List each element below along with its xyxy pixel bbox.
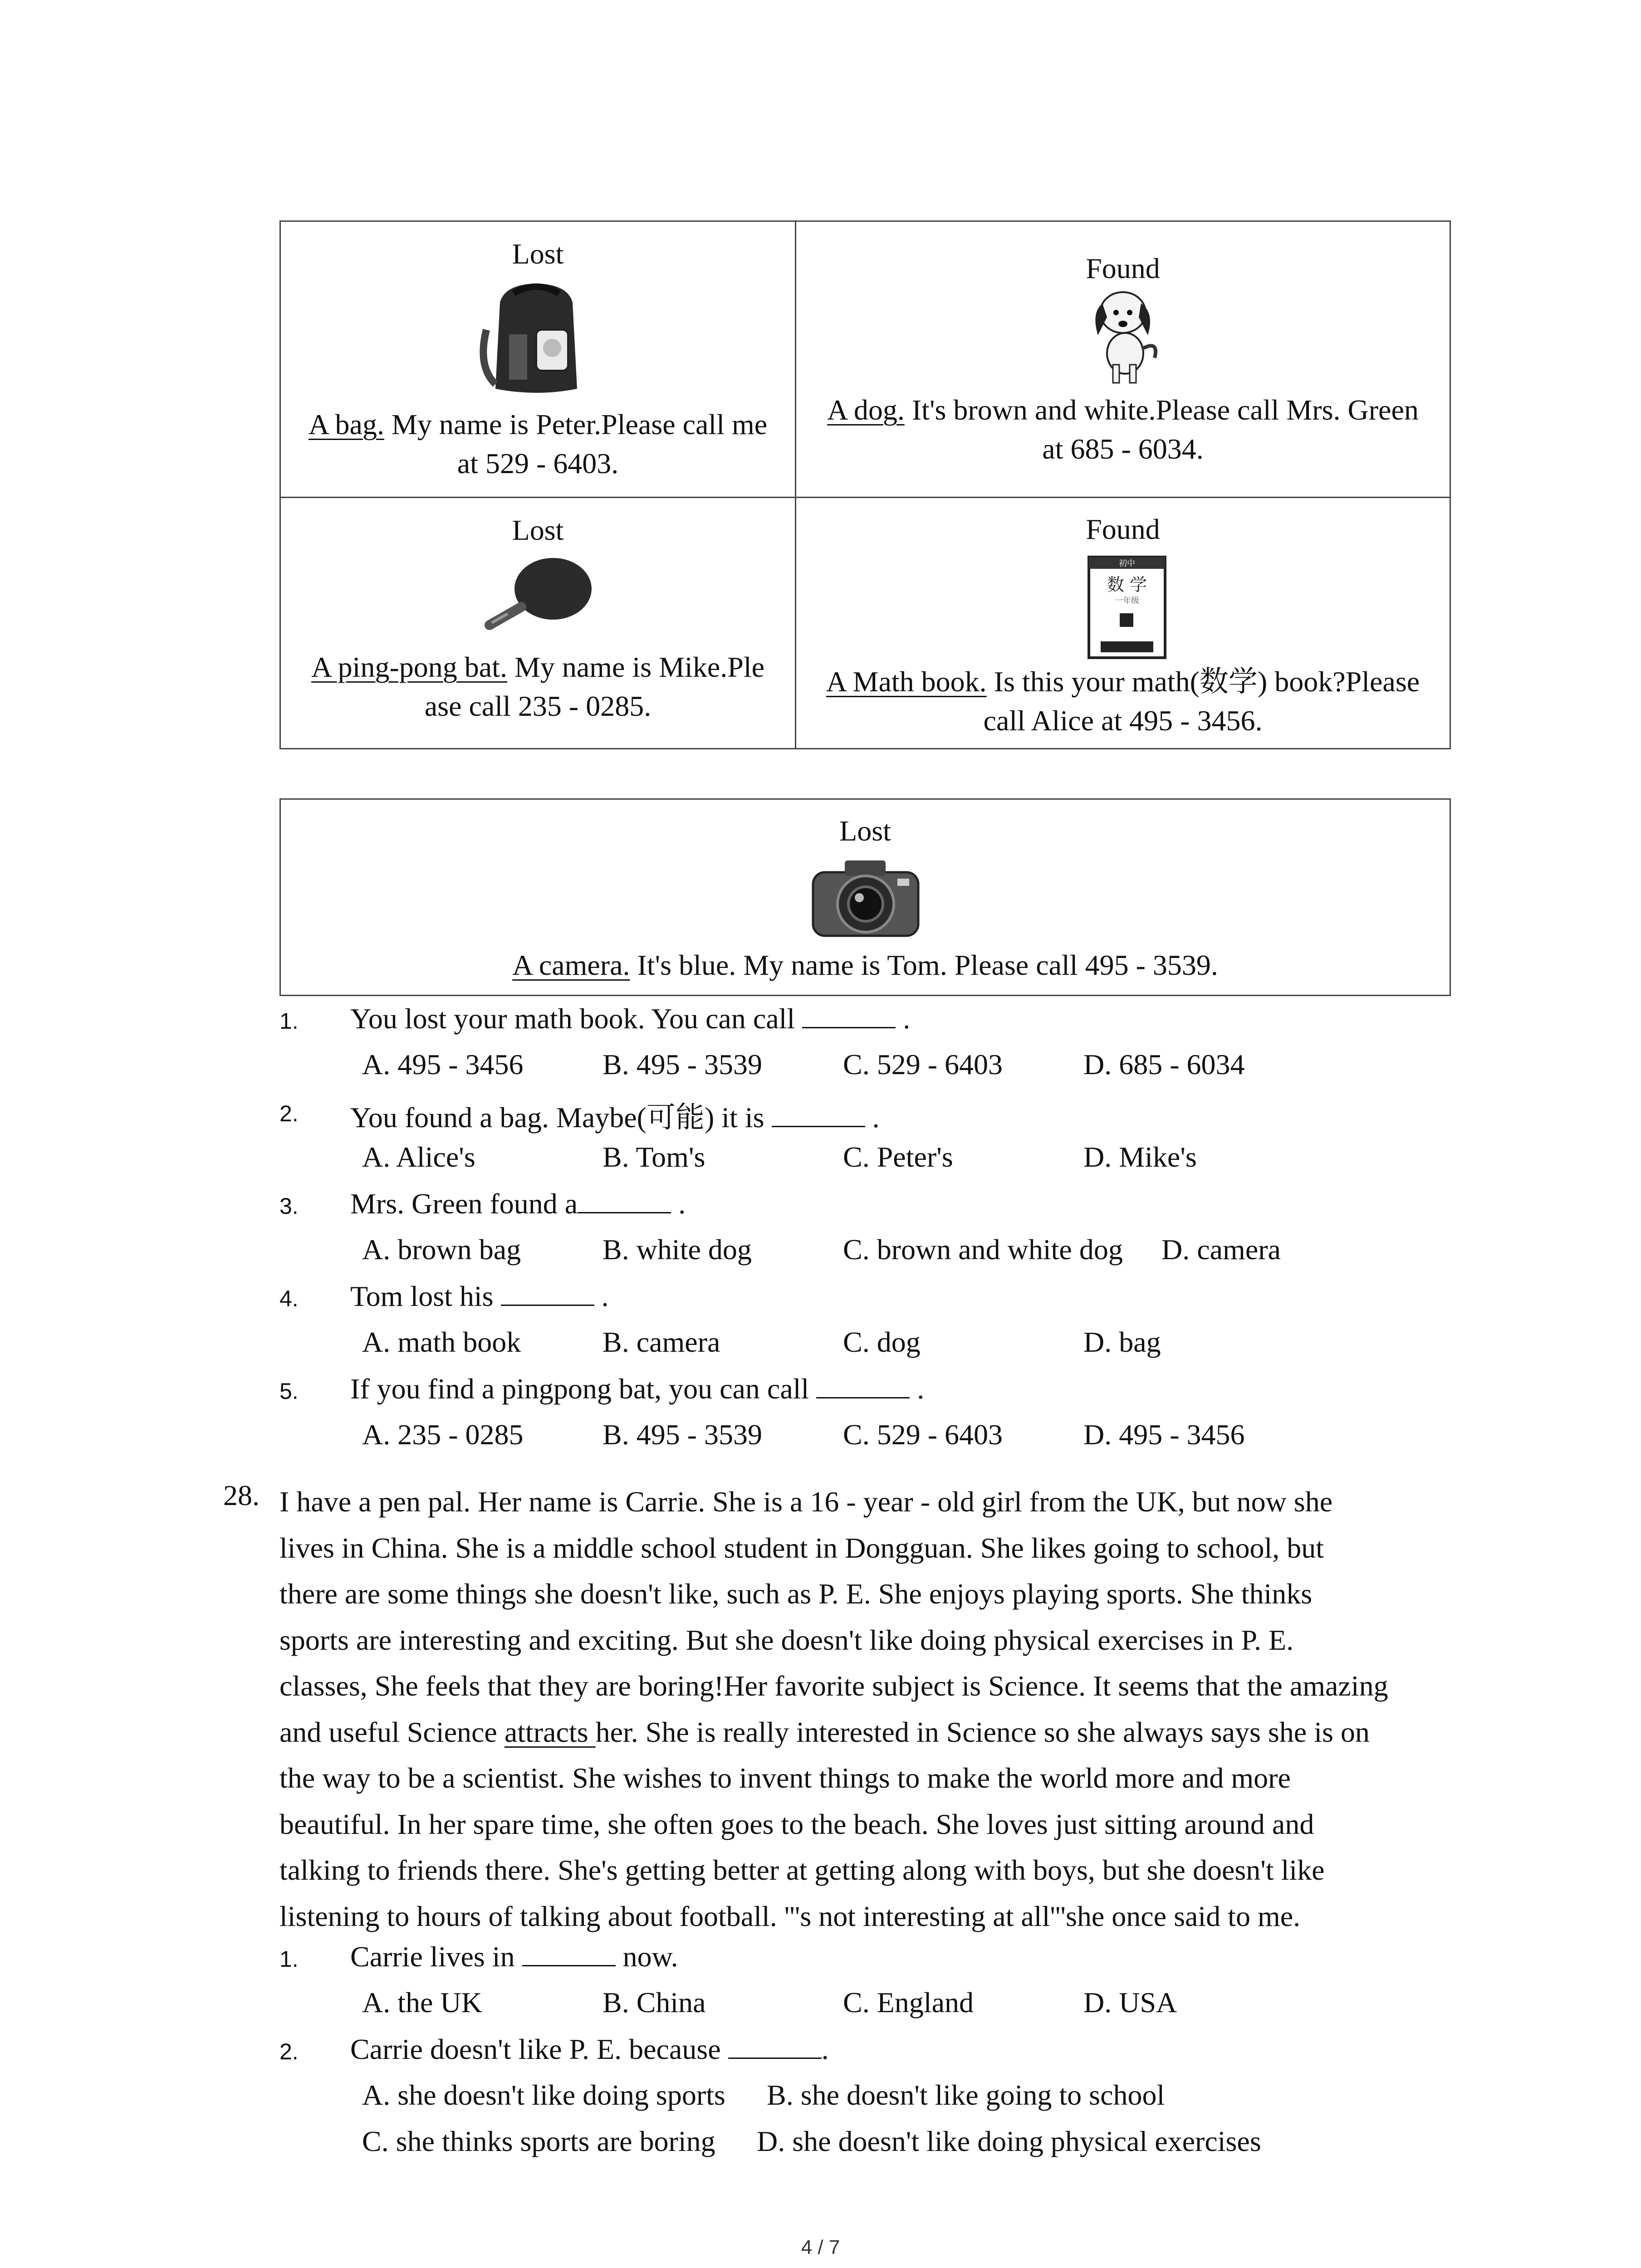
answer-blank[interactable] bbox=[522, 1940, 616, 1966]
option[interactable]: D. USA bbox=[1083, 1986, 1177, 2019]
notice-grid bbox=[279, 220, 1451, 749]
page-number: 4 / 7 bbox=[801, 2236, 840, 2258]
notice-text: My name is Mike.Ple bbox=[507, 651, 765, 683]
answer-blank[interactable] bbox=[816, 1372, 910, 1398]
option[interactable]: C. 529 - 6403 bbox=[843, 1048, 1003, 1080]
passage-line: talking to friends there. She's getting better at getting along with boys, but she doesn't like bbox=[279, 1854, 1325, 1886]
ping-pong-bat-icon bbox=[480, 557, 598, 634]
notice-lost-ping-pong-bat bbox=[281, 498, 795, 749]
notice-line-1 bbox=[796, 391, 1450, 430]
option[interactable]: D. Mike's bbox=[1083, 1141, 1197, 1173]
option[interactable]: C. she thinks sports are boring bbox=[362, 2125, 715, 2157]
answer-blank[interactable] bbox=[772, 1100, 865, 1127]
answer-blank[interactable] bbox=[728, 2032, 822, 2059]
answer-blank[interactable] bbox=[802, 1002, 896, 1028]
option[interactable]: A. 495 - 3456 bbox=[362, 1048, 524, 1080]
notice-item: A ping-pong bat. bbox=[311, 651, 507, 683]
question-stem: Mrs. Green found a . bbox=[350, 1188, 686, 1220]
question-number: 1. bbox=[279, 1946, 299, 1972]
question-number: 4. bbox=[279, 1286, 299, 1311]
option[interactable]: D. 495 - 3456 bbox=[1083, 1418, 1245, 1451]
notice-heading: Found bbox=[1086, 252, 1160, 284]
option[interactable]: A. the UK bbox=[362, 1986, 482, 2019]
question-stem: Carrie lives in now. bbox=[350, 1941, 678, 1973]
notice-found-dog bbox=[796, 222, 1450, 497]
dog-icon bbox=[1082, 285, 1173, 385]
option[interactable]: A. she doesn't like doing sports bbox=[362, 2079, 725, 2111]
underlined-word: attracts bbox=[504, 1716, 596, 1748]
book-cover-title: 数 学 bbox=[1107, 575, 1147, 595]
notice-line-1 bbox=[281, 946, 1450, 985]
question-stem: You lost your math book. You can call . bbox=[350, 1002, 911, 1035]
passage-line: there are some things she doesn't like, such as P. E. She enjoys playing sports. She thinks bbox=[279, 1578, 1313, 1610]
passage-line: the way to be a scientist. She wishes to invent things to make the world more and more bbox=[279, 1762, 1291, 1794]
passage-line: classes, She feels that they are boring!Her favorite subject is Science. It seems that the amazing bbox=[279, 1670, 1388, 1702]
notice-text: It's blue. My name is Tom. Please call 495 - 3539. bbox=[630, 949, 1218, 981]
notice-lost-bag bbox=[281, 222, 795, 497]
question-stem: Carrie doesn't like P. E. because . bbox=[350, 2033, 829, 2065]
option[interactable]: D. bag bbox=[1083, 1326, 1161, 1358]
question-number: 1. bbox=[279, 1008, 299, 1034]
question-stem: You found a bag. Maybe(可能) it is . bbox=[350, 1101, 880, 1134]
option[interactable]: C. 529 - 6403 bbox=[843, 1418, 1003, 1451]
passage-line: and useful Science attracts her. She is really interested in Science so she always says she is on bbox=[279, 1716, 1370, 1748]
notice-text: It's brown and white.Please call Mrs. Green bbox=[904, 394, 1419, 426]
passage-line: I have a pen pal. Her name is Carrie. She is a 16 - year - old girl from the UK, but now she bbox=[279, 1486, 1333, 1518]
option[interactable]: B. camera bbox=[603, 1326, 720, 1358]
option[interactable]: C. brown and white dog bbox=[843, 1233, 1123, 1266]
question-stem: Tom lost his . bbox=[350, 1280, 609, 1312]
notice-heading: Lost bbox=[839, 815, 891, 847]
option[interactable]: B. 495 - 3539 bbox=[603, 1048, 762, 1080]
passage-number: 28. bbox=[223, 1479, 260, 1511]
question-number: 2. bbox=[279, 1101, 299, 1126]
notice-line-1 bbox=[281, 405, 795, 444]
notice-line-2: ase call 235 - 0285. bbox=[424, 690, 652, 722]
notice-line-1 bbox=[796, 662, 1450, 701]
notice-text: Is this your math(数学) book?Please bbox=[986, 665, 1420, 698]
option[interactable]: C. Peter's bbox=[843, 1141, 953, 1173]
option[interactable]: B. she doesn't like going to school bbox=[767, 2079, 1165, 2111]
option[interactable]: A. 235 - 0285 bbox=[362, 1418, 524, 1451]
option[interactable]: A. brown bag bbox=[362, 1233, 521, 1266]
notice-heading: Found bbox=[1086, 513, 1160, 545]
notice-text: My name is Peter.Please call me bbox=[384, 408, 768, 440]
option[interactable]: B. 495 - 3539 bbox=[603, 1418, 762, 1451]
notice-lost-camera bbox=[279, 798, 1451, 996]
option[interactable]: D. she doesn't like doing physical exercises bbox=[757, 2125, 1261, 2157]
option[interactable]: D. 685 - 6034 bbox=[1083, 1048, 1245, 1080]
option[interactable]: B. China bbox=[603, 1986, 706, 2019]
notice-item: A dog. bbox=[827, 394, 905, 426]
option[interactable]: A. math book bbox=[362, 1326, 521, 1358]
question-number: 3. bbox=[279, 1193, 299, 1219]
passage-line: listening to hours of talking about football. '''s not interesting at all'''she once said to me. bbox=[279, 1900, 1301, 1932]
passage-line: lives in China. She is a middle school student in Dongguan. She likes going to school, but bbox=[279, 1531, 1324, 1564]
option[interactable]: A. Alice's bbox=[362, 1141, 475, 1173]
backpack-icon bbox=[468, 275, 604, 399]
passage-line: beautiful. In her spare time, she often goes to the beach. She loves just sitting around and bbox=[279, 1808, 1314, 1840]
answer-blank[interactable] bbox=[501, 1279, 594, 1306]
question-number: 5. bbox=[279, 1378, 299, 1404]
notice-item: A Math book. bbox=[826, 665, 987, 698]
notice-heading: Lost bbox=[512, 514, 564, 546]
option[interactable]: C. dog bbox=[843, 1326, 921, 1358]
question-number: 2. bbox=[279, 2039, 299, 2064]
notice-line-2: at 685 - 6034. bbox=[1042, 433, 1204, 465]
notice-heading: Lost bbox=[512, 238, 564, 270]
book-cover-top: 初中 bbox=[1119, 559, 1135, 568]
book-cover-sub: 一年级 bbox=[1115, 596, 1139, 606]
notice-line-1 bbox=[281, 648, 795, 687]
notice-line-2: at 529 - 6403. bbox=[457, 447, 619, 479]
question-stem: If you find a pingpong bat, you can call . bbox=[350, 1373, 925, 1405]
notice-item: A camera. bbox=[512, 949, 630, 981]
reading-passage bbox=[279, 1479, 1455, 1939]
option[interactable]: B. white dog bbox=[603, 1233, 752, 1266]
math-book-icon bbox=[1087, 555, 1167, 660]
answer-blank[interactable] bbox=[578, 1187, 671, 1213]
option[interactable]: D. camera bbox=[1161, 1233, 1281, 1266]
option[interactable]: C. England bbox=[843, 1986, 974, 2019]
notice-item: A bag. bbox=[308, 408, 384, 440]
passage-line: sports are interesting and exciting. But she doesn't like doing physical exercises in P. E. bbox=[279, 1623, 1294, 1656]
camera-icon bbox=[808, 854, 923, 940]
notice-found-math-book bbox=[796, 498, 1450, 749]
option[interactable]: B. Tom's bbox=[603, 1141, 705, 1173]
notice-line-2: call Alice at 495 - 3456. bbox=[983, 704, 1263, 737]
